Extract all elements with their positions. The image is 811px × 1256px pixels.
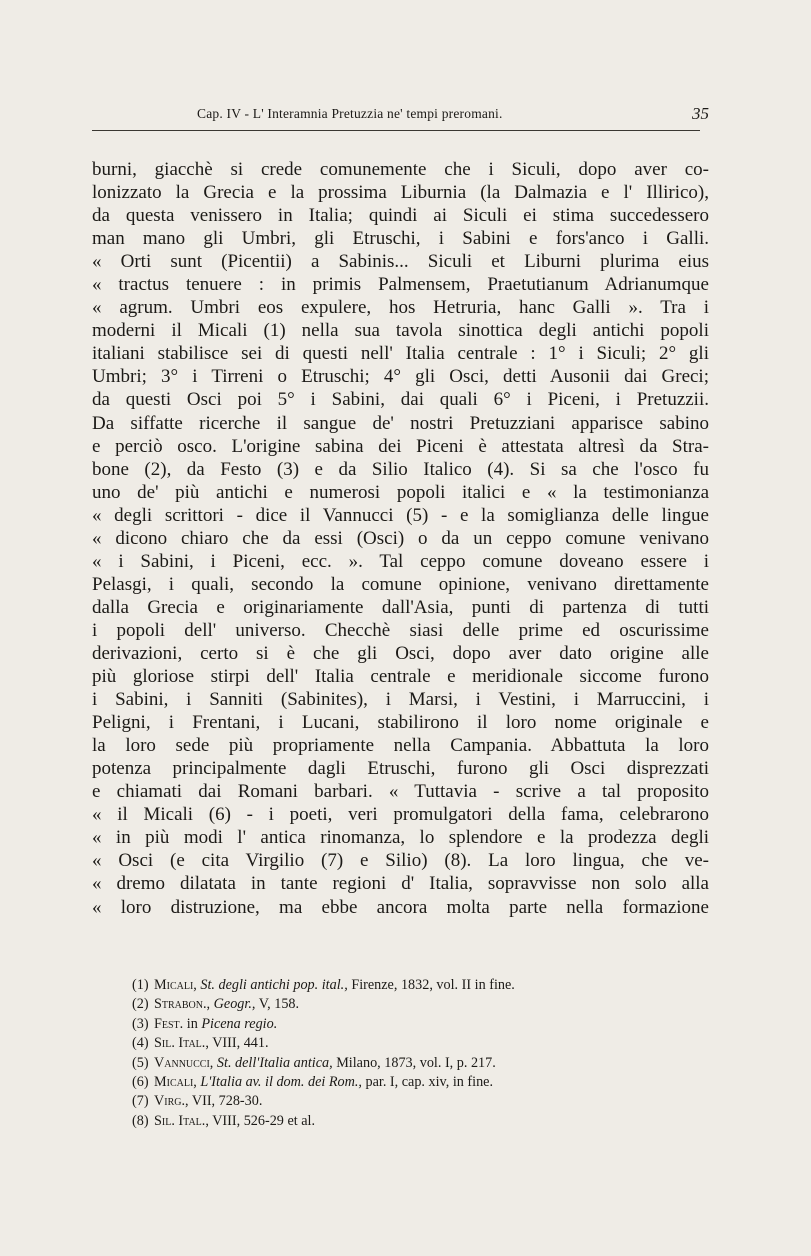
footnote: [132, 976, 692, 995]
body-line: bone (2), da Festo (3) e da Silio Italico (4). Si sa che l'osco fu: [92, 458, 709, 480]
footnote-title: L'Italia av. il dom. dei Rom.,: [200, 1073, 362, 1090]
body-line: moderni il Micali (1) nella sua tavola sinottica degli antichi popoli: [92, 320, 709, 342]
body-line: da questa venissero in Italia; quindi ai Siculi ei stima succedessero: [92, 205, 709, 227]
body-line: « in più modi l' antica rinomanza, lo splendore e la prodezza degli: [92, 827, 709, 849]
footnote: [132, 1054, 692, 1073]
body-line: burni, giacchè si crede comunemente che i Siculi, dopo aver co-: [92, 159, 709, 180]
header-rule: [92, 130, 700, 131]
footnote-preposition: in: [186, 1015, 198, 1032]
footnote-reference: VIII, 441.: [212, 1035, 269, 1052]
body-line: Peligni, i Frentani, i Lucani, stabilirono il loro nome originale e: [92, 712, 709, 734]
body-line: Da siffatte ricerche il sangue de' nostri Pretuzziani apparisce sabino: [92, 412, 709, 434]
footnote: [132, 1112, 692, 1131]
body-line: Umbri; 3° i Tirreni o Etruschi; 4° gli Osci, detti Ausonii dai Greci;: [92, 366, 709, 388]
footnote-author: Fest.: [154, 1015, 184, 1032]
body-line: più gloriose stirpi dell' Italia centrale e meridionale siccome furono: [92, 666, 709, 688]
footnote-number: (4): [132, 1035, 149, 1052]
footnote-author: Vannucci,: [154, 1054, 214, 1071]
footnote-reference: Milano, 1873, vol. I, p. 217.: [336, 1054, 496, 1071]
body-line: « dicono chiaro che da essi (Osci) o da un ceppo comune venivano: [92, 527, 709, 549]
page-number: 35: [692, 104, 709, 123]
body-line: la loro sede più propriamente nella Campania. Abbattuta la loro: [92, 735, 709, 757]
footnote-reference: VIII, 526-29 et al.: [212, 1112, 316, 1129]
footnote-number: (8): [132, 1112, 149, 1129]
body-line: « Orti sunt (Picentii) a Sabinis... Siculi et Liburni plurima eius: [92, 251, 709, 273]
body-line: « Osci (e cita Virgilio (7) e Silio) (8). La loro lingua, che ve-: [92, 850, 709, 872]
body-line: derivazioni, certo si è che gli Osci, dopo aver dato origine alle: [92, 642, 709, 664]
footnote-author: Micali,: [154, 977, 197, 993]
footnote-number: (7): [132, 1093, 149, 1110]
footnote-author: Strabon.,: [154, 996, 211, 1013]
body-line: da questi Osci poi 5° i Sabini, dai quali 6° i Piceni, i Pretuzzii.: [92, 389, 709, 411]
footnote: [132, 1015, 692, 1034]
footnote-reference: par. I, cap. xiv, in fine.: [365, 1073, 494, 1090]
body-line: e perciò osco. L'origine sabina dei Piceni è attestata altresì da Stra-: [92, 435, 709, 457]
footnote-author: Sil. Ital.,: [154, 1035, 209, 1052]
footnote-author: Micali,: [154, 1073, 197, 1090]
footnotes: [132, 976, 692, 1131]
footnote-title: Picena regio.: [201, 1015, 278, 1032]
body-line: i Sabini, i Sanniti (Sabinites), i Marsi, i Vestini, i Marruccini, i: [92, 689, 709, 711]
body-line: « dremo dilatata in tante regioni d' Italia, sopravvisse non solo alla: [92, 873, 709, 895]
body-line: « agrum. Umbri eos expulere, hos Hetruria, hanc Galli ». Tra i: [92, 297, 709, 319]
body-line: « tractus tenuere : in primis Palmensem, Praetutianum Adrianumque: [92, 274, 709, 296]
running-title: Cap. IV - L' Interamnia Pretuzzia ne' tempi preromani.: [197, 106, 503, 121]
footnote-reference: V, 158.: [258, 996, 300, 1013]
page-header: [92, 104, 709, 128]
body-line: lonizzato la Grecia e la prossima Liburnia (la Dalmazia e l' Illirico),: [92, 182, 709, 204]
body-line: « degli scrittori - dice il Vannucci (5) - e la somiglianza delle lingue: [92, 504, 709, 526]
footnote: [132, 1092, 692, 1111]
footnote-number: (1): [132, 977, 149, 993]
footnote-reference: VII, 728-30.: [191, 1093, 263, 1110]
footnote-number: (3): [132, 1015, 149, 1032]
body-line: « loro distruzione, ma ebbe ancora molta parte nella formazione: [92, 896, 709, 918]
footnote-author: Sil. Ital.,: [154, 1112, 209, 1129]
footnote: [132, 1073, 692, 1092]
body-line: Pelasgi, i quali, secondo la comune opinione, venivano direttamente: [92, 573, 709, 595]
footnote-number: (2): [132, 996, 149, 1013]
body-line: man mano gli Umbri, gli Etruschi, i Sabini e fors'anco i Galli.: [92, 228, 709, 250]
footnote: [132, 1034, 692, 1053]
footnote-author: Virg.,: [154, 1093, 189, 1110]
body-line: i popoli dell' universo. Checchè siasi delle prime ed oscurissime: [92, 619, 709, 641]
footnote-number: (6): [132, 1073, 149, 1090]
body-line: uno de' più antichi e numerosi popoli italici e « la testimonianza: [92, 481, 709, 503]
footnote-number: (5): [132, 1054, 149, 1071]
footnote-title: St. dell'Italia antica,: [216, 1054, 333, 1071]
footnote-title: Geogr.,: [213, 996, 256, 1013]
body-line: « i Sabini, i Piceni, ecc. ». Tal ceppo comune doveano essere i: [92, 550, 709, 572]
footnote-reference: Firenze, 1832, vol. II in fine.: [351, 977, 515, 993]
body-line: dalla Grecia e originariamente dall'Asia, punti di partenza di tutti: [92, 596, 709, 618]
body-line: potenza principalmente dagli Etruschi, furono gli Osci disprezzati: [92, 758, 709, 780]
body-text: [92, 158, 709, 919]
body-line: « il Micali (6) - i poeti, veri promulgatori della fama, celebrarono: [92, 804, 709, 826]
body-line: e chiamati dai Romani barbari. « Tuttavia - scrive a tal proposito: [92, 781, 709, 803]
footnote-title: St. degli antichi pop. ital.,: [200, 977, 348, 993]
footnote: [132, 995, 692, 1014]
body-line: italiani stabilisce sei di questi nell' Italia centrale : 1° i Siculi; 2° gli: [92, 343, 709, 365]
